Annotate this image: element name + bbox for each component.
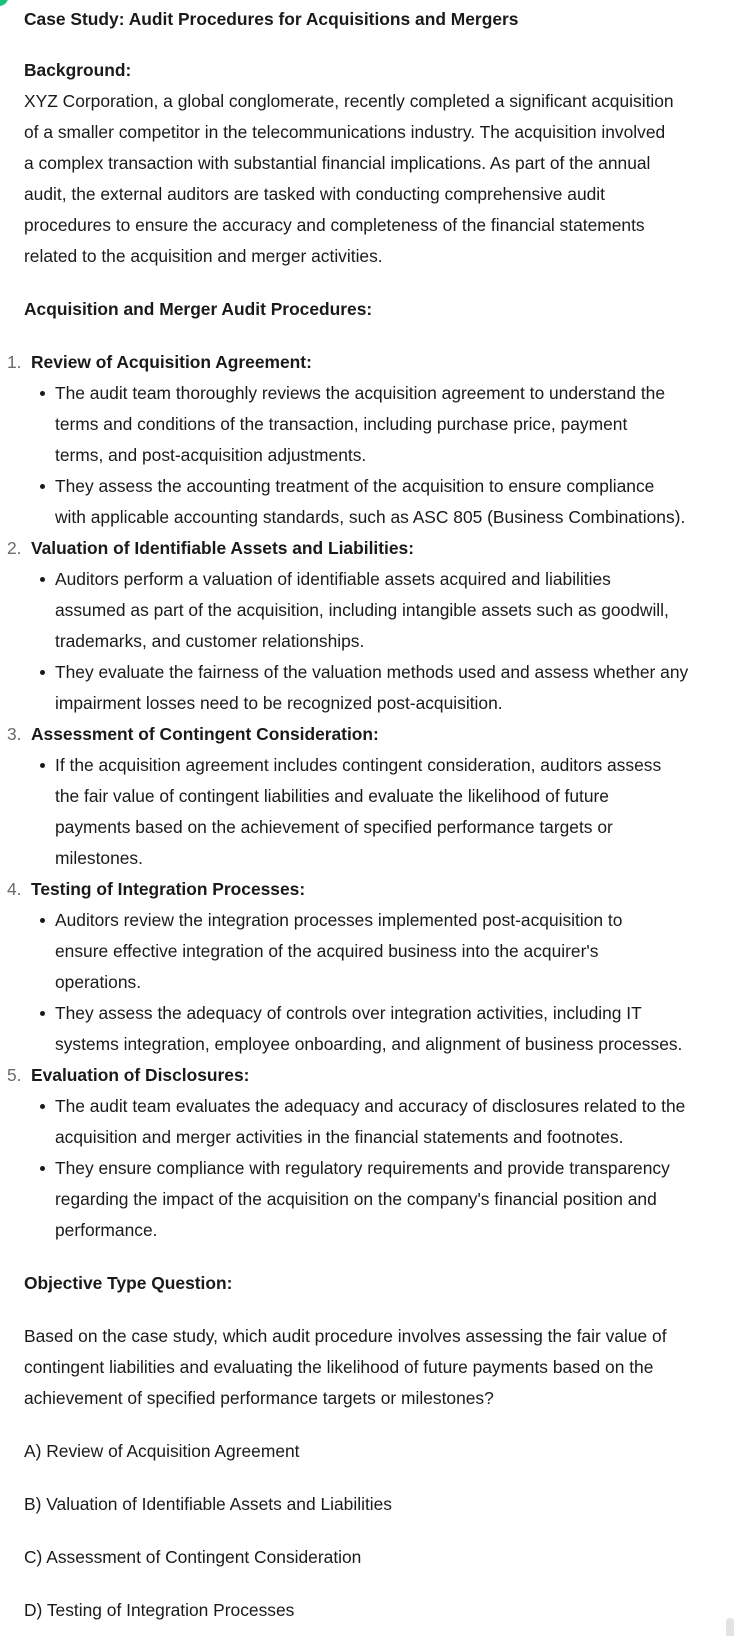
bullet-line: trademarks, and customer relationships. [55, 631, 365, 651]
list-number: 2. [7, 538, 22, 558]
bullet-line: regarding the impact of the acquisition on the company's financial position and [55, 1189, 657, 1209]
bullet-list [31, 378, 738, 533]
background-heading: Background: [24, 60, 132, 80]
list-number: 5. [7, 1065, 22, 1085]
bullet-line: terms and conditions of the transaction, including purchase price, payment [55, 414, 628, 434]
procedure-item [0, 347, 738, 533]
bullet-list [31, 905, 738, 1060]
bullet-line: Auditors perform a valuation of identifiable assets acquired and liabilities [55, 569, 611, 589]
background-line: a complex transaction with substantial financial implications. As part of the annual [24, 153, 651, 173]
list-number: 1. [7, 352, 22, 372]
question-line: achievement of specified performance targets or milestones? [24, 1388, 494, 1408]
background-line: of a smaller competitor in the telecommunications industry. The acquisition involved [24, 122, 666, 142]
answer-option-a: A) Review of Acquisition Agreement [24, 1441, 300, 1461]
background-line: procedures to ensure the accuracy and completeness of the financial statements [24, 215, 645, 235]
list-number: 4. [7, 879, 22, 899]
bullet-list [31, 1091, 738, 1246]
bullet-line: payments based on the achievement of specified performance targets or [55, 817, 613, 837]
bullet-line: They assess the accounting treatment of the acquisition to ensure compliance [55, 476, 655, 496]
bullet-dot-icon [40, 763, 45, 768]
background-line: XYZ Corporation, a global conglomerate, recently completed a significant acquisition [24, 91, 674, 111]
bullet-line: They evaluate the fairness of the valuation methods used and assess whether any [55, 662, 689, 682]
bullet-dot-icon [40, 484, 45, 489]
scrollbar-thumb[interactable] [726, 1618, 734, 1636]
bullet-dot-icon [40, 391, 45, 396]
bullet-line: systems integration, employee onboarding, and alignment of business processes. [55, 1034, 683, 1054]
list-number: 3. [7, 724, 22, 744]
bullet-item [31, 1153, 738, 1246]
bullet-line: assumed as part of the acquisition, including intangible assets such as goodwill, [55, 600, 669, 620]
answer-option-c: C) Assessment of Contingent Consideration [24, 1547, 362, 1567]
background-line: related to the acquisition and merger activities. [24, 246, 383, 266]
bullet-item [31, 471, 738, 533]
question-heading: Objective Type Question: [24, 1273, 233, 1293]
bullet-item [31, 564, 738, 657]
bullet-line: the fair value of contingent liabilities and evaluate the likelihood of future [55, 786, 609, 806]
question-line: Based on the case study, which audit procedure involves assessing the fair value of [24, 1326, 667, 1346]
bullet-line: ensure effective integration of the acquired business into the acquirer's [55, 941, 599, 961]
page-title: Case Study: Audit Procedures for Acquisitions and Mergers [24, 9, 519, 29]
bullet-item [31, 998, 738, 1060]
bullet-item [31, 657, 738, 719]
bullet-line: They ensure compliance with regulatory requirements and provide transparency [55, 1158, 670, 1178]
procedure-item [0, 874, 738, 1060]
procedure-title: Testing of Integration Processes: [31, 879, 306, 899]
procedure-title: Evaluation of Disclosures: [31, 1065, 250, 1085]
bullet-dot-icon [40, 577, 45, 582]
bullet-item [31, 1091, 738, 1153]
bullet-list [31, 750, 738, 874]
bullet-dot-icon [40, 1166, 45, 1171]
bullet-item [31, 905, 738, 998]
question-line: contingent liabilities and evaluating the likelihood of future payments based on the [24, 1357, 654, 1377]
bullet-dot-icon [40, 1011, 45, 1016]
procedure-title: Assessment of Contingent Consideration: [31, 724, 379, 744]
bullet-item [31, 750, 738, 874]
answer-option-b: B) Valuation of Identifiable Assets and Liabilities [24, 1494, 393, 1514]
bullet-dot-icon [40, 670, 45, 675]
bullet-line: If the acquisition agreement includes contingent consideration, auditors assess [55, 755, 662, 775]
procedure-item [0, 533, 738, 719]
bullet-dot-icon [40, 1104, 45, 1109]
bullet-line: with applicable accounting standards, such as ASC 805 (Business Combinations). [55, 507, 686, 527]
procedure-title: Valuation of Identifiable Assets and Liabilities: [31, 538, 414, 558]
bullet-dot-icon [40, 918, 45, 923]
procedures-list [0, 347, 738, 1246]
bullet-item [31, 378, 738, 471]
bullet-list [31, 564, 738, 719]
procedures-heading: Acquisition and Merger Audit Procedures: [24, 299, 373, 319]
procedure-item [0, 719, 738, 874]
bullet-line: acquisition and merger activities in the financial statements and footnotes. [55, 1127, 624, 1147]
bullet-line: operations. [55, 972, 142, 992]
background-line: audit, the external auditors are tasked with conducting comprehensive audit [24, 184, 605, 204]
bullet-line: The audit team thoroughly reviews the acquisition agreement to understand the [55, 383, 666, 403]
bullet-line: Auditors review the integration processes implemented post-acquisition to [55, 910, 623, 930]
bullet-line: performance. [55, 1220, 158, 1240]
bullet-line: milestones. [55, 848, 143, 868]
bullet-line: The audit team evaluates the adequacy and accuracy of disclosures related to the [55, 1096, 686, 1116]
bullet-line: terms, and post-acquisition adjustments. [55, 445, 367, 465]
answer-option-d: D) Testing of Integration Processes [24, 1600, 295, 1620]
background-section [0, 55, 738, 272]
bullet-line: They assess the adequacy of controls over integration activities, including IT [55, 1003, 642, 1023]
question-text [0, 1321, 738, 1414]
procedure-item [0, 1060, 738, 1246]
bullet-line: impairment losses need to be recognized post-acquisition. [55, 693, 503, 713]
procedure-title: Review of Acquisition Agreement: [31, 352, 312, 372]
